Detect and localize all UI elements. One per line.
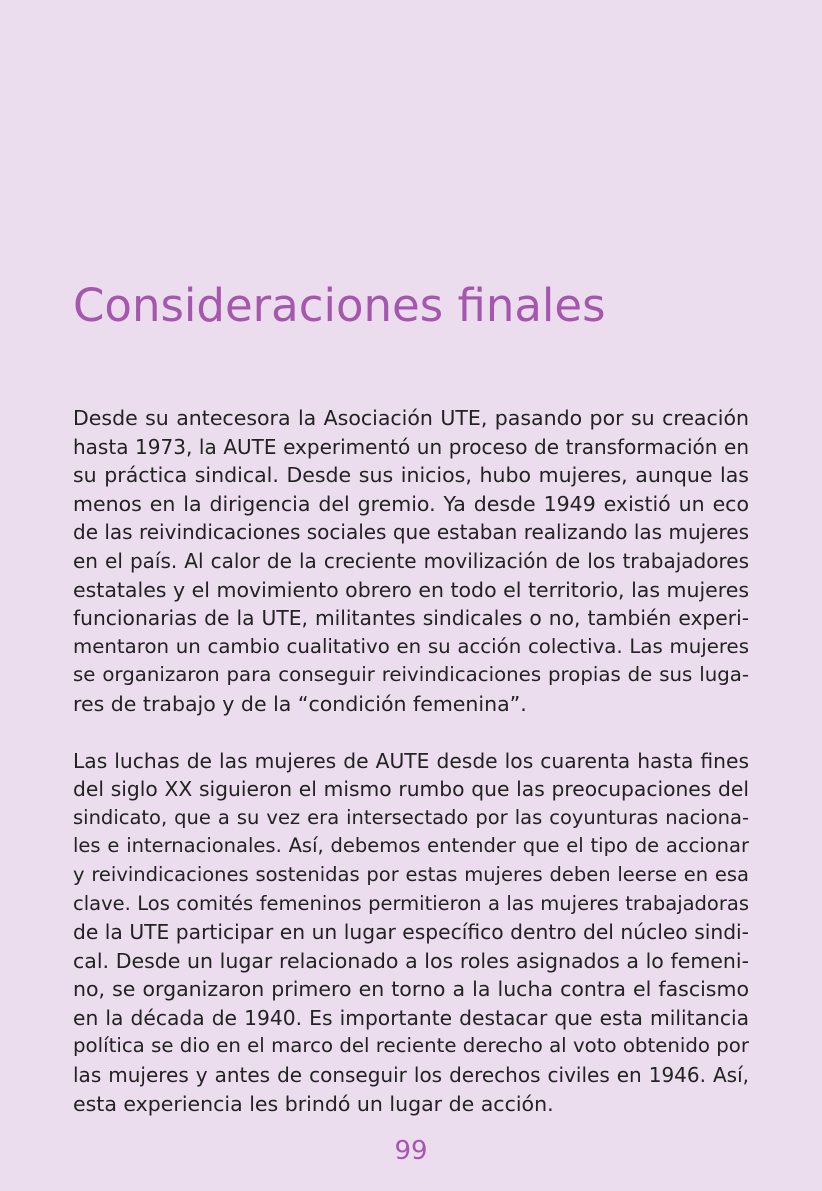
text-line: su práctica sindical. Desde sus inicios, hubo mujeres, aunque las xyxy=(73,463,749,488)
text-line: mentaron un cambio cualitativo en su acción colectiva. Las mujeres xyxy=(73,634,749,658)
text-line: esta experiencia les brindó un lugar de acción. xyxy=(73,1091,554,1116)
text-line: clave. Los comités femeninos permitieron a las mujeres trabajadoras xyxy=(73,891,749,915)
text-line: se organizaron para conseguir reivindicaciones propias de sus luga- xyxy=(73,663,749,687)
text-line: Las luchas de las mujeres de AUTE desde los cuarenta hasta fines xyxy=(73,748,749,773)
text-line: en la década de 1940. Es importante destacar que esta militancia xyxy=(73,1005,749,1030)
text-line: cal. Desde un lugar relacionado a los roles asignados a lo femeni- xyxy=(73,948,749,973)
text-line: de la UTE participar en un lugar específico dentro del núcleo sindi- xyxy=(73,920,749,945)
text-line: funcionarias de la UTE, militantes sindicales o no, también experi- xyxy=(73,606,749,631)
text-line: sindicato, que a su vez era intersectado por las coyunturas naciona- xyxy=(73,805,749,829)
text-line: política se dio en el marco del reciente derecho al voto obtenido por xyxy=(73,1034,749,1058)
page-number: 99 xyxy=(394,1136,428,1166)
text-line: de las reivindicaciones sociales que estaban realizando las mujeres xyxy=(73,520,749,545)
text-line: res de trabajo y de la “condición femenina”. xyxy=(73,691,527,716)
text-line: hasta 1973, la AUTE experimentó un proceso de transformación en xyxy=(73,434,749,459)
text-line: las mujeres y antes de conseguir los derechos civiles en 1946. Así, xyxy=(73,1063,749,1088)
paragraph-2 xyxy=(73,747,749,1119)
section-title: Consideraciones finales xyxy=(73,279,606,332)
text-line: en el país. Al calor de la creciente movilización de los trabajadores xyxy=(73,548,749,573)
text-line: les e internacionales. Así, debemos entender que el tipo de accionar xyxy=(73,834,749,858)
text-line: no, se organizaron primero en torno a la lucha contra el fascismo xyxy=(73,977,749,1002)
text-line: menos en la dirigencia del gremio. Ya desde 1949 existió un eco xyxy=(73,491,749,516)
text-line: y reivindicaciones sostenidas por estas mujeres deben leerse en esa xyxy=(73,862,749,886)
body-text xyxy=(73,404,749,1118)
text-line: Desde su antecesora la Asociación UTE, pasando por su creación xyxy=(73,406,749,430)
text-line: estatales y el movimiento obrero en todo el territorio, las mujeres xyxy=(73,577,749,602)
text-line: del siglo XX siguieron el mismo rumbo que las preocupaciones del xyxy=(73,777,749,802)
paragraph-1 xyxy=(73,404,749,719)
